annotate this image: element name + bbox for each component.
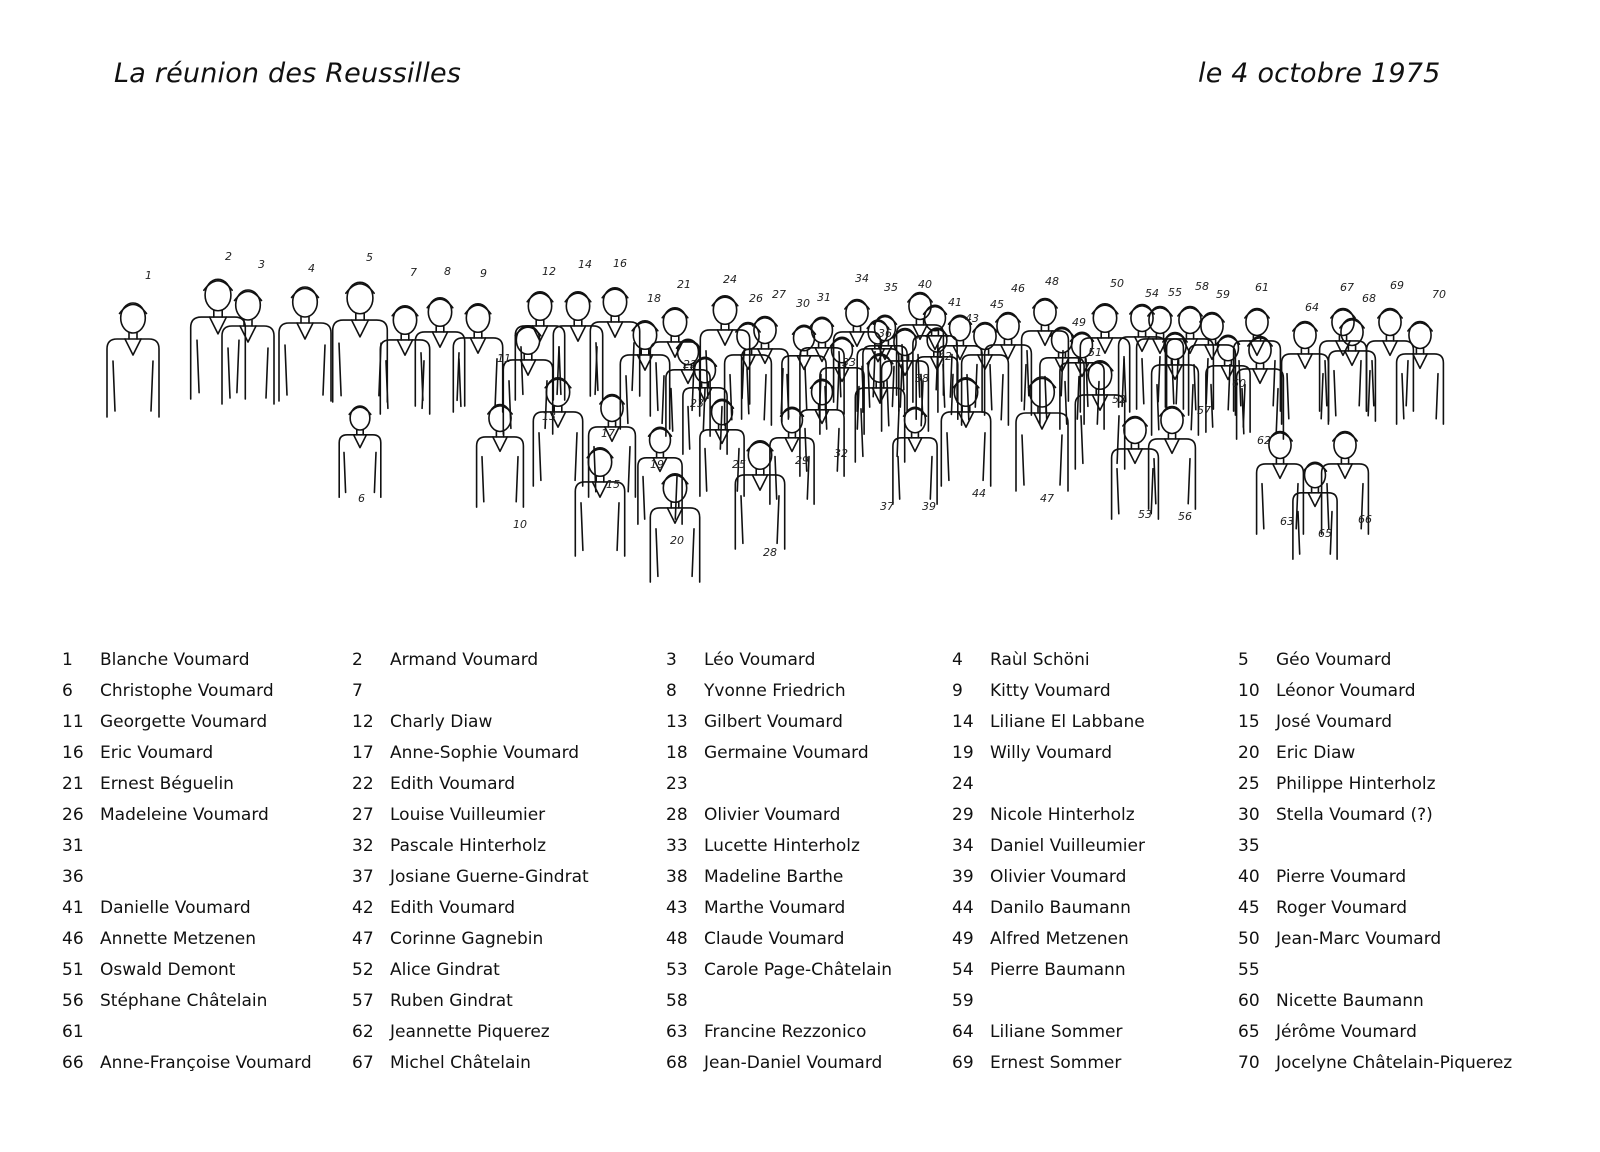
legend-number: 9 xyxy=(952,681,963,701)
legend-number: 34 xyxy=(952,836,974,856)
legend-name: Blanche Voumard xyxy=(100,650,250,670)
legend-entry xyxy=(952,1053,1121,1077)
figure-number-label: 42 xyxy=(938,350,952,363)
figure-number-label: 61 xyxy=(1255,281,1269,294)
legend-number: 66 xyxy=(62,1053,84,1073)
figure-number-label: 13 xyxy=(542,410,556,423)
legend-name: Yvonne Friedrich xyxy=(704,681,846,701)
legend-name: Alice Gindrat xyxy=(390,960,500,980)
legend-number: 38 xyxy=(666,867,688,887)
legend-name: Christophe Voumard xyxy=(100,681,274,701)
legend-name: Léo Voumard xyxy=(704,650,816,670)
figure-number-label: 22 xyxy=(683,358,697,371)
person-figure xyxy=(620,321,669,429)
legend-entry xyxy=(352,1053,531,1077)
figure-number-label: 14 xyxy=(578,258,592,271)
legend-number: 37 xyxy=(352,867,374,887)
legend-name: Claude Voumard xyxy=(704,929,845,949)
legend-number: 27 xyxy=(352,805,374,825)
legend-number: 13 xyxy=(666,712,688,732)
legend-name: Danielle Voumard xyxy=(100,898,251,918)
figure-number-label: 49 xyxy=(1072,316,1086,329)
legend-entry xyxy=(1238,1022,1417,1046)
legend-number: 68 xyxy=(666,1053,688,1073)
figure-number-label: 63 xyxy=(1280,515,1294,528)
legend-number: 61 xyxy=(62,1022,84,1042)
legend-entry xyxy=(666,1053,882,1077)
figure-number-label: 2 xyxy=(225,250,232,263)
legend-entry xyxy=(352,867,589,891)
figure-number-label: 60 xyxy=(1232,377,1246,390)
legend-name: Nicole Hinterholz xyxy=(990,805,1135,825)
figure-number-label: 34 xyxy=(855,272,869,285)
figure-number-label: 50 xyxy=(1110,277,1124,290)
legend-entry xyxy=(952,867,1126,891)
figure-number-label: 28 xyxy=(763,546,777,559)
legend-name: Anne-Françoise Voumard xyxy=(100,1053,312,1073)
legend-entry xyxy=(1238,836,1276,860)
person-figure xyxy=(279,287,331,401)
figure-number-label: 6 xyxy=(358,492,365,505)
person-figure xyxy=(1075,361,1124,469)
figure-number-label: 24 xyxy=(723,273,737,286)
person-figure xyxy=(533,378,582,486)
legend-entry xyxy=(62,991,267,1015)
figure-number-label: 56 xyxy=(1178,510,1192,523)
legend-name: Ernest Sommer xyxy=(990,1053,1122,1073)
legend-entry xyxy=(352,836,546,860)
legend-number: 70 xyxy=(1238,1053,1260,1073)
legend-entry xyxy=(666,867,843,891)
legend-number: 17 xyxy=(352,743,374,763)
person-figure xyxy=(1397,322,1444,425)
figure-number-label: 51 xyxy=(1088,346,1102,359)
figure-number-label: 44 xyxy=(972,487,986,500)
legend-number: 23 xyxy=(666,774,688,794)
person-figure xyxy=(415,298,464,406)
figure-number-label: 30 xyxy=(796,297,810,310)
legend-number: 35 xyxy=(1238,836,1260,856)
legend-entry xyxy=(666,960,892,984)
legend-entry xyxy=(352,960,500,984)
figure-number-label: 41 xyxy=(948,296,962,309)
figure-number-label: 46 xyxy=(1011,282,1025,295)
legend-entry xyxy=(62,929,256,953)
figure-number-label: 16 xyxy=(613,257,627,270)
legend-name: José Voumard xyxy=(1276,712,1393,732)
person-figure xyxy=(107,303,159,417)
legend-name: Géo Voumard xyxy=(1276,650,1392,670)
figure-number-label: 47 xyxy=(1040,492,1054,505)
legend-entry xyxy=(952,681,1111,705)
figure-number-label: 5 xyxy=(366,251,373,264)
legend-entry xyxy=(62,681,274,705)
legend-number: 67 xyxy=(352,1053,374,1073)
figure-number-label: 12 xyxy=(542,265,556,278)
legend-name: Gilbert Voumard xyxy=(704,712,843,732)
legend-name: Liliane El Labbane xyxy=(990,712,1145,732)
legend-entry xyxy=(62,960,235,984)
legend-entry xyxy=(666,743,869,767)
legend-number: 62 xyxy=(352,1022,374,1042)
legend-name: Armand Voumard xyxy=(390,650,539,670)
figure-number-label: 58 xyxy=(1195,280,1209,293)
legend-name: Pascale Hinterholz xyxy=(390,836,547,856)
legend-name: Louise Vuilleumier xyxy=(390,805,546,825)
person-figure xyxy=(1149,407,1196,510)
legend-number: 30 xyxy=(1238,805,1260,825)
legend-entry xyxy=(62,774,234,798)
legend-number: 55 xyxy=(1238,960,1260,980)
legend-number: 59 xyxy=(952,991,974,1011)
legend-entry xyxy=(666,805,840,829)
legend-number: 12 xyxy=(352,712,374,732)
figure-number-label: 57 xyxy=(1197,404,1211,417)
legend-name: Charly Diaw xyxy=(390,712,493,732)
legend-name: Pierre Baumann xyxy=(990,960,1126,980)
person-figure xyxy=(1367,309,1414,412)
legend-name: Corinne Gagnebin xyxy=(390,929,544,949)
legend-number: 31 xyxy=(62,836,84,856)
legend-entry xyxy=(1238,743,1355,767)
person-figure xyxy=(515,292,564,400)
figure-number-label: 23 xyxy=(690,397,704,410)
person-figure xyxy=(1293,462,1337,559)
legend-entry xyxy=(1238,960,1276,984)
legend-entry xyxy=(352,898,515,922)
legend-name: Michel Châtelain xyxy=(390,1053,531,1073)
figure-number-label: 7 xyxy=(410,266,417,279)
person-figure xyxy=(590,288,639,396)
legend-entry xyxy=(352,774,515,798)
legend-number: 65 xyxy=(1238,1022,1260,1042)
person-figure xyxy=(1119,305,1166,408)
legend-entry xyxy=(352,929,543,953)
legend-entry xyxy=(62,867,100,891)
legend-entry xyxy=(1238,650,1391,674)
figure-number-label: 29 xyxy=(795,454,809,467)
legend-name: Marthe Voumard xyxy=(704,898,846,918)
legend-number: 20 xyxy=(1238,743,1260,763)
legend-entry xyxy=(1238,898,1407,922)
legend-number: 16 xyxy=(62,743,84,763)
person-figure xyxy=(650,474,699,582)
legend-name: Roger Voumard xyxy=(1276,898,1408,918)
legend-name: Stéphane Châtelain xyxy=(100,991,268,1011)
figure-number-label: 18 xyxy=(647,292,661,305)
legend-name: Olivier Voumard xyxy=(990,867,1127,887)
legend-number: 53 xyxy=(666,960,688,980)
legend-number: 49 xyxy=(952,929,974,949)
figure-number-label: 43 xyxy=(965,312,979,325)
figure-number-label: 45 xyxy=(990,298,1004,311)
legend-name: Edith Voumard xyxy=(390,774,516,794)
figure-number-label: 40 xyxy=(918,278,932,291)
legend-entry xyxy=(666,712,843,736)
legend-number: 47 xyxy=(352,929,374,949)
legend-number: 40 xyxy=(1238,867,1260,887)
legend-number: 56 xyxy=(62,991,84,1011)
figure-number-label: 54 xyxy=(1145,287,1159,300)
legend-name: Danilo Baumann xyxy=(990,898,1131,918)
legend-entry xyxy=(352,743,579,767)
legend-number: 43 xyxy=(666,898,688,918)
legend-name: Ernest Béguelin xyxy=(100,774,234,794)
figure-number-label: 55 xyxy=(1168,286,1182,299)
legend-name: Pierre Voumard xyxy=(1276,867,1407,887)
legend-number: 60 xyxy=(1238,991,1260,1011)
legend-number: 44 xyxy=(952,898,974,918)
legend-name: Philippe Hinterholz xyxy=(1276,774,1436,794)
legend-entry xyxy=(666,1022,866,1046)
legend-entry xyxy=(952,774,990,798)
legend-name: Anne-Sophie Voumard xyxy=(390,743,580,763)
legend-name: Jeannette Piquerez xyxy=(390,1022,550,1042)
legend-entry xyxy=(352,991,513,1015)
figure-number-label: 31 xyxy=(817,291,831,304)
legend-name: Eric Voumard xyxy=(100,743,214,763)
figure-number-label: 32 xyxy=(834,447,848,460)
legend-number: 45 xyxy=(1238,898,1260,918)
legend-number: 58 xyxy=(666,991,688,1011)
legend-number: 42 xyxy=(352,898,374,918)
figure-number-label: 26 xyxy=(749,292,763,305)
figure-number-label: 36 xyxy=(878,327,892,340)
legend-entry xyxy=(952,650,1090,674)
legend-number: 32 xyxy=(352,836,374,856)
person-figure xyxy=(453,304,502,412)
person-figure xyxy=(1234,309,1281,412)
legend-entry xyxy=(952,898,1131,922)
figure-number-label: 69 xyxy=(1390,279,1404,292)
legend-entry xyxy=(1238,867,1406,891)
legend-entry xyxy=(352,805,545,829)
legend-number: 11 xyxy=(62,712,84,732)
legend-name: Josiane Guerne-Gindrat xyxy=(390,867,589,887)
legend-entry xyxy=(666,836,860,860)
figure-number-label: 20 xyxy=(670,534,684,547)
legend-number: 4 xyxy=(952,650,963,670)
legend-number: 21 xyxy=(62,774,84,794)
legend-entry xyxy=(62,836,100,860)
legend-number: 3 xyxy=(666,650,677,670)
legend-entry xyxy=(952,712,1145,736)
legend-name: Raùl Schöni xyxy=(990,650,1090,670)
legend-name: Carole Page-Châtelain xyxy=(704,960,893,980)
legend-number: 48 xyxy=(666,929,688,949)
legend-name: Liliane Sommer xyxy=(990,1022,1123,1042)
legend-number: 24 xyxy=(952,774,974,794)
legend-number: 46 xyxy=(62,929,84,949)
figure-number-label: 17 xyxy=(601,427,615,440)
person-figure xyxy=(553,292,602,400)
legend-number: 41 xyxy=(62,898,84,918)
legend-number: 39 xyxy=(952,867,974,887)
legend-number: 10 xyxy=(1238,681,1260,701)
legend-number: 18 xyxy=(666,743,688,763)
figure-number-label: 15 xyxy=(606,478,620,491)
legend-name: Edith Voumard xyxy=(390,898,516,918)
legend-entry xyxy=(666,774,704,798)
figure-number-label: 62 xyxy=(1257,434,1271,447)
legend-entry xyxy=(1238,929,1441,953)
figure-number-label: 9 xyxy=(480,267,487,280)
legend-name: Olivier Voumard xyxy=(704,805,841,825)
legend-entry xyxy=(952,1022,1122,1046)
legend-entry xyxy=(62,898,251,922)
legend-entry xyxy=(952,991,990,1015)
legend-number: 25 xyxy=(1238,774,1260,794)
figure-number-label: 4 xyxy=(308,262,315,275)
legend-entry xyxy=(666,650,815,674)
legend-number: 69 xyxy=(952,1053,974,1073)
legend-number: 14 xyxy=(952,712,974,732)
legend-number: 19 xyxy=(952,743,974,763)
figure-number-label: 19 xyxy=(650,458,664,471)
figure-number-label: 59 xyxy=(1216,288,1230,301)
legend-name: Eric Diaw xyxy=(1276,743,1356,763)
legend-number: 57 xyxy=(352,991,374,1011)
figure-number-label: 52 xyxy=(1112,393,1126,406)
figure-number-label: 65 xyxy=(1318,527,1332,540)
figure-number-label: 67 xyxy=(1340,281,1354,294)
figure-number-label: 39 xyxy=(922,500,936,513)
legend-number: 2 xyxy=(352,650,363,670)
figure-number-label: 38 xyxy=(915,372,929,385)
legend-entry xyxy=(352,650,538,674)
person-figure xyxy=(477,405,524,508)
legend-entry xyxy=(1238,681,1416,705)
figure-number-label: 53 xyxy=(1138,508,1152,521)
legend-number: 28 xyxy=(666,805,688,825)
figure-number-label: 25 xyxy=(732,458,746,471)
legend-entry xyxy=(62,650,250,674)
figure-number-label: 33 xyxy=(842,356,856,369)
legend-name: Germaine Voumard xyxy=(704,743,869,763)
legend-entry xyxy=(62,805,269,829)
legend-number: 52 xyxy=(352,960,374,980)
legend-name: Kitty Voumard xyxy=(990,681,1111,701)
legend-entry xyxy=(62,712,267,736)
person-figure xyxy=(1282,322,1329,425)
legend-entry xyxy=(952,743,1112,767)
legend-name: Daniel Vuilleumier xyxy=(990,836,1145,856)
figure-number-label: 3 xyxy=(258,258,265,271)
document-title: La réunion des Reussilles xyxy=(114,58,462,89)
legend-name: Lucette Hinterholz xyxy=(704,836,860,856)
legend-entry xyxy=(1238,1053,1512,1077)
figure-number-label: 66 xyxy=(1358,513,1372,526)
legend-number: 64 xyxy=(952,1022,974,1042)
legend-entry xyxy=(666,681,846,705)
legend-name: Madeline Barthe xyxy=(704,867,844,887)
legend-number: 33 xyxy=(666,836,688,856)
legend-number: 63 xyxy=(666,1022,688,1042)
figure-number-label: 64 xyxy=(1305,301,1319,314)
legend-name: Jérôme Voumard xyxy=(1276,1022,1417,1042)
figure-number-label: 70 xyxy=(1432,288,1446,301)
legend-name: Annette Metzenen xyxy=(100,929,257,949)
legend-entry xyxy=(666,898,845,922)
figure-number-label: 27 xyxy=(772,288,786,301)
legend-name: Ruben Gindrat xyxy=(390,991,513,1011)
name-legend xyxy=(0,650,1600,1130)
person-figure xyxy=(893,407,937,504)
legend-number: 1 xyxy=(62,650,73,670)
legend-entry xyxy=(1238,991,1424,1015)
legend-number: 5 xyxy=(1238,650,1249,670)
legend-entry xyxy=(352,1022,550,1046)
figure-number-label: 35 xyxy=(884,281,898,294)
person-figure xyxy=(222,290,274,404)
legend-number: 54 xyxy=(952,960,974,980)
legend-name: Madeleine Voumard xyxy=(100,805,269,825)
person-figure xyxy=(333,282,388,402)
person-figure xyxy=(941,378,990,486)
legend-entry xyxy=(952,836,1145,860)
legend-number: 50 xyxy=(1238,929,1260,949)
legend-number: 15 xyxy=(1238,712,1260,732)
legend-number: 36 xyxy=(62,867,84,887)
legend-number: 29 xyxy=(952,805,974,825)
legend-entry xyxy=(1238,805,1433,829)
legend-name: Stella Voumard (?) xyxy=(1276,805,1433,825)
legend-name: Francine Rezzonico xyxy=(704,1022,867,1042)
legend-entry xyxy=(952,929,1129,953)
legend-entry xyxy=(352,712,492,736)
legend-name: Jean-Daniel Voumard xyxy=(704,1053,883,1073)
figure-number-label: 10 xyxy=(513,518,527,531)
legend-entry xyxy=(62,1053,312,1077)
legend-entry xyxy=(1238,774,1436,798)
legend-name: Jocelyne Châtelain-Piquerez xyxy=(1276,1053,1513,1073)
figure-number-label: 68 xyxy=(1362,292,1376,305)
legend-number: 51 xyxy=(62,960,84,980)
legend-entry xyxy=(666,991,704,1015)
legend-number: 22 xyxy=(352,774,374,794)
legend-name: Willy Voumard xyxy=(990,743,1113,763)
legend-entry xyxy=(952,805,1135,829)
legend-name: Oswald Demont xyxy=(100,960,236,980)
person-figure xyxy=(339,406,381,497)
legend-number: 7 xyxy=(352,681,363,701)
legend-entry xyxy=(952,960,1126,984)
legend-entry xyxy=(352,681,390,705)
legend-name: Léonor Voumard xyxy=(1276,681,1416,701)
legend-name: Georgette Voumard xyxy=(100,712,268,732)
legend-name: Nicette Baumann xyxy=(1276,991,1424,1011)
figure-number-label: 48 xyxy=(1045,275,1059,288)
legend-entry xyxy=(62,743,213,767)
document-date: le 4 octobre 1975 xyxy=(1198,58,1441,89)
figure-number-label: 1 xyxy=(145,269,152,282)
person-figure xyxy=(1329,319,1376,422)
figure-number-label: 8 xyxy=(444,265,451,278)
legend-entry xyxy=(1238,712,1392,736)
legend-number: 6 xyxy=(62,681,73,701)
legend-number: 26 xyxy=(62,805,84,825)
figure-number-label: 37 xyxy=(880,500,894,513)
legend-name: Alfred Metzenen xyxy=(990,929,1129,949)
legend-number: 8 xyxy=(666,681,677,701)
figure-number-label: 21 xyxy=(677,278,691,291)
figure-number-label: 11 xyxy=(497,352,511,365)
legend-name: Jean-Marc Voumard xyxy=(1276,929,1442,949)
legend-entry xyxy=(666,929,844,953)
legend-entry xyxy=(62,1022,100,1046)
